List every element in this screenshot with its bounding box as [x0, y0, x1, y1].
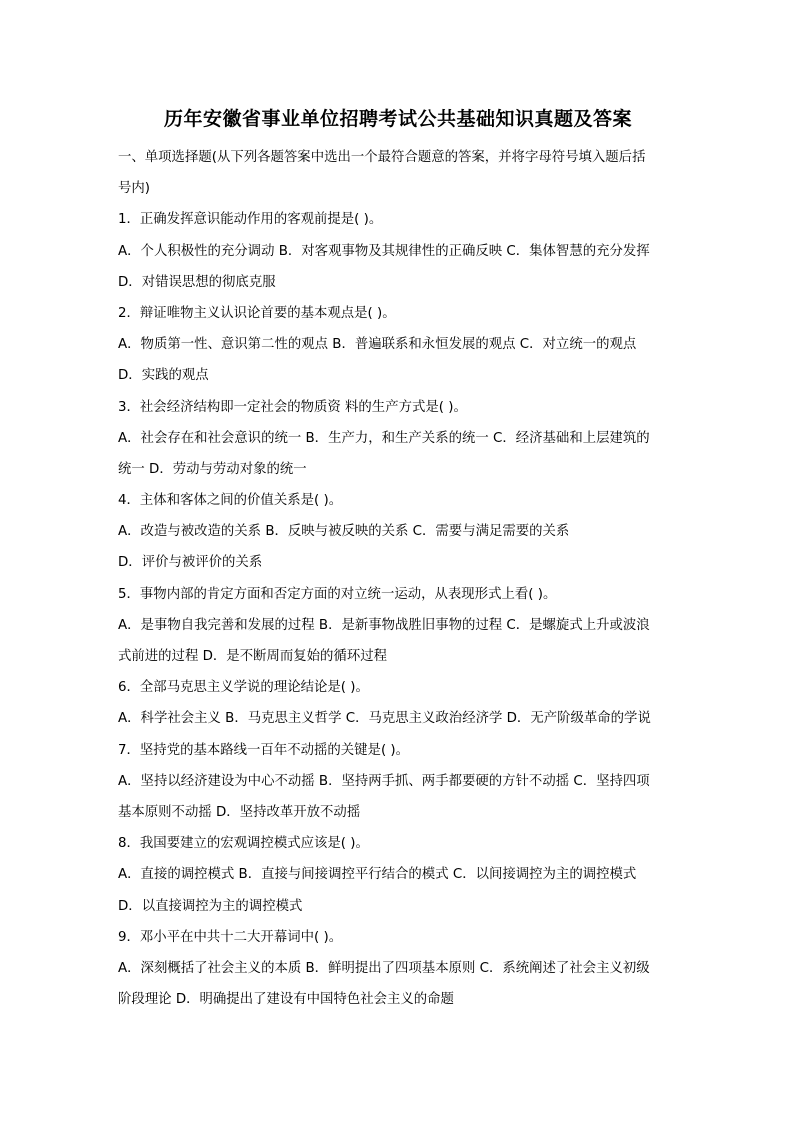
text-line: 7．坚持党的基本路线一百年不动摇的关键是( )。 [118, 742, 410, 758]
text-line: D．对错误思想的彻底克服 [118, 274, 276, 290]
text-line: A．科学社会主义 B．马克思主义哲学 C．马克思主义政治经济学 D．无产阶级革命的学说 [118, 711, 651, 727]
text-line: A．改造与被改造的关系 B．反映与被反映的关系 C．需要与满足需要的关系 [118, 524, 570, 540]
text-line: 式前进的过程 D．是不断周而复始的循环过程 [118, 649, 387, 664]
text-line: 1．正确发挥意识能动作用的客观前提是( )。 [118, 212, 383, 228]
text-line: 2．辩证唯物主义认识论首要的基本观点是( )。 [118, 305, 396, 321]
text-line: 6．全部马克思主义学说的理论结论是( )。 [118, 680, 369, 696]
text-line: A．直接的调控模式 B．直接与间接调控平行结合的模式 C．以间接调控为主的调控模式 [118, 867, 637, 883]
text-line: A．个人积极性的充分调动 B．对客观事物及其规律性的正确反映 C．集体智慧的充分发挥 [118, 243, 650, 259]
text-line: 一、单项选择题(从下列各题答案中选出一个最符合题意的答案，并将字母符号填入题后括 [118, 150, 646, 165]
text-line: D．以直接调控为主的调控模式 [118, 898, 303, 914]
text-line: 8．我国要建立的宏观调控模式应该是( )。 [118, 836, 369, 852]
text-line: A．坚持以经济建设为中心不动摇 B．坚持两手抓、两手都要硬的方针不动摇 C．坚持四项 [118, 773, 650, 789]
text-line: 4．主体和客体之间的价值关系是( )。 [118, 493, 343, 509]
text-line: D．实践的观点 [118, 368, 209, 384]
text-line: 统一 D．劳动与劳动对象的统一 [118, 461, 307, 477]
text-line: 5．事物内部的肯定方面和否定方面的对立统一运动，从表现形式上看( )。 [118, 586, 557, 602]
text-line: A．物质第一性、意识第二性的观点 B．普遍联系和永恒发展的观点 C．对立统一的观点 [118, 337, 637, 353]
document-body [118, 142, 678, 1015]
text-line: 号内) [118, 181, 151, 197]
text-line: D．评价与被评价的关系 [118, 555, 263, 571]
text-line: 阶段理论 D．明确提出了建设有中国特色社会主义的命题 [118, 992, 454, 1008]
text-line: A．社会存在和社会意识的统一 B．生产力，和生产关系的统一 C．经济基础和上层建筑的 [118, 430, 650, 446]
text-line: 3．社会经济结构即一定社会的物质资 料的生产方式是( )。 [118, 399, 467, 415]
document-title: 历年安徽省事业单位招聘考试公共基础知识真题及答案 [163, 108, 632, 130]
text-line: A．是事物自我完善和发展的过程 B．是新事物战胜旧事物的过程 C．是螺旋式上升或波浪 [118, 617, 650, 633]
text-line: A．深刻概括了社会主义的本质 B．鲜明提出了四项基本原则 C．系统阐述了社会主义初级 [118, 960, 650, 976]
text-line: 9．邓小平在中共十二大开幕词中( )。 [118, 929, 343, 945]
text-line: 基本原则不动摇 D．坚持改革开放不动摇 [118, 804, 361, 820]
